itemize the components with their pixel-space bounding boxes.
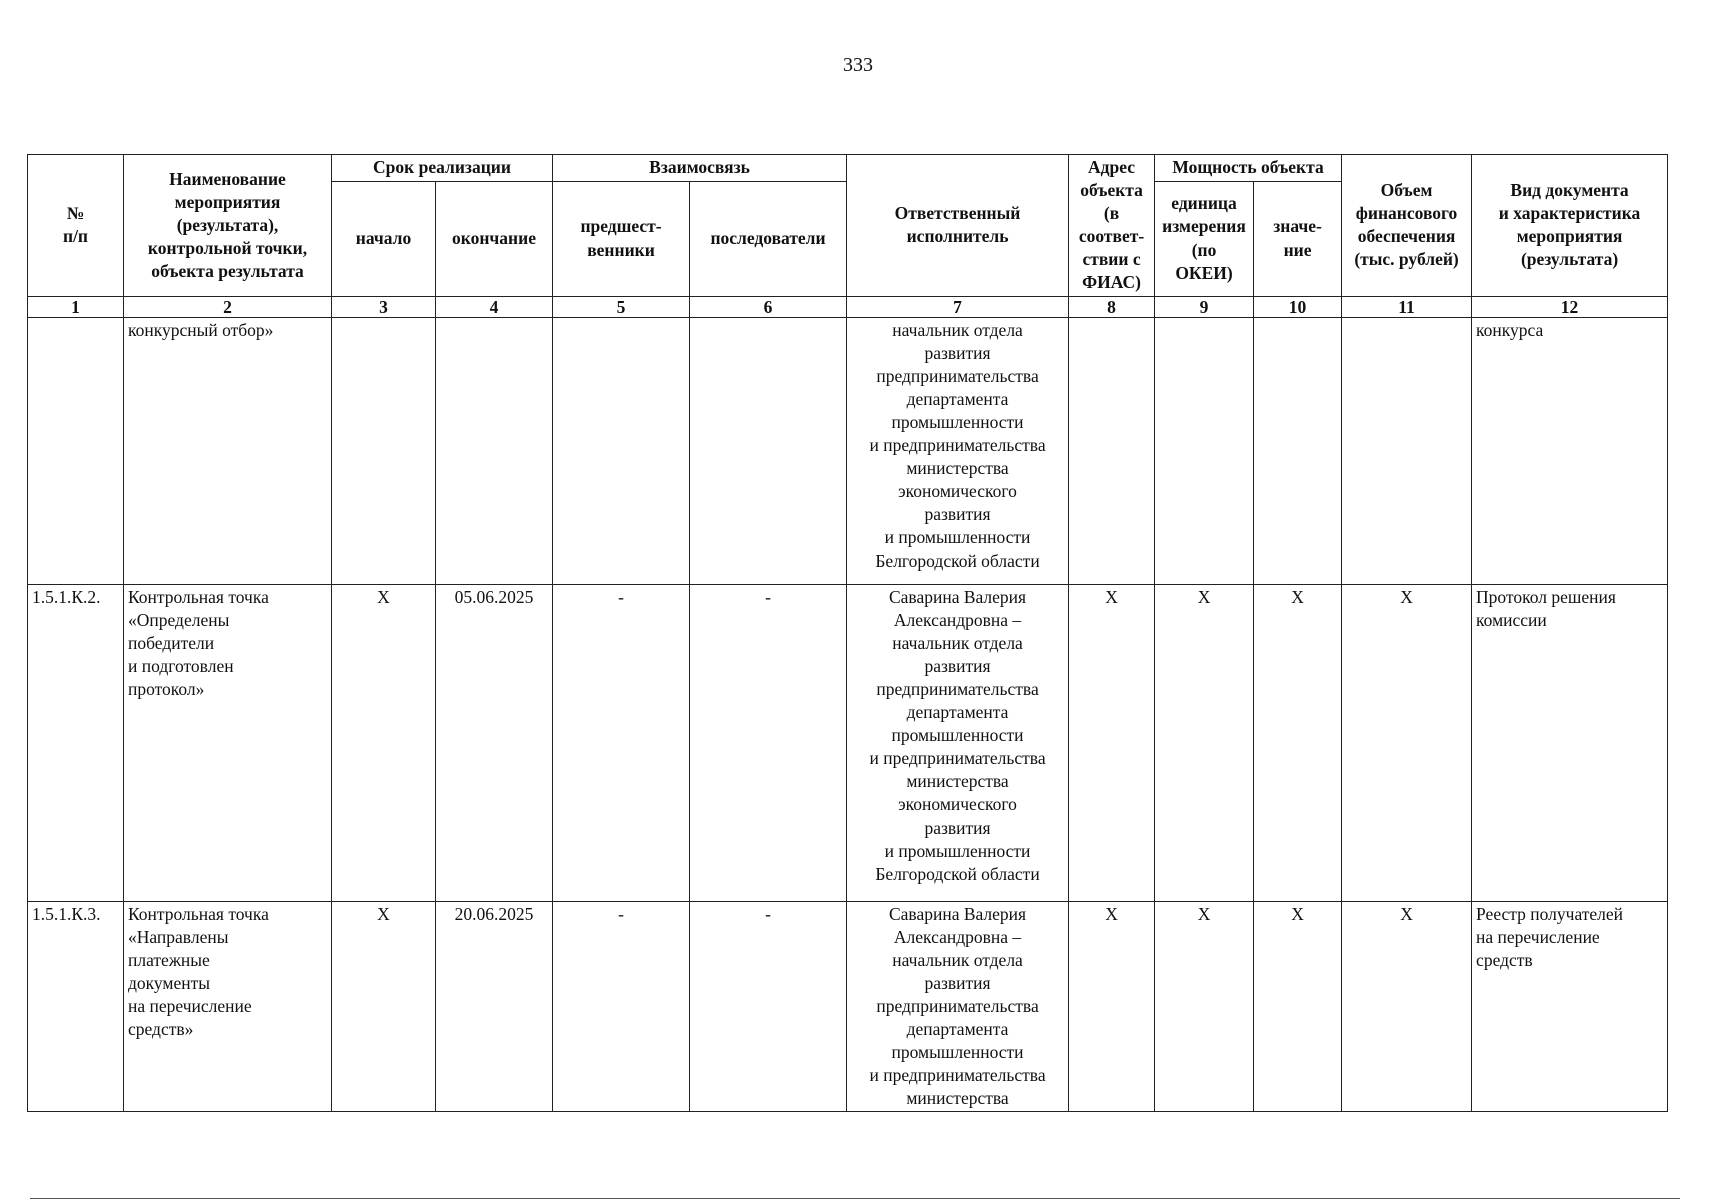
column-number: 6 (690, 296, 847, 317)
bottom-rule (30, 1198, 1680, 1199)
row-predecessors: - (553, 901, 690, 1112)
row-value (1254, 317, 1342, 584)
column-number: 4 (436, 296, 553, 317)
header-name: Наименование мероприятия (результата), контрольной точки, объекта результата (124, 155, 332, 297)
column-number: 8 (1069, 296, 1155, 317)
row-successors: - (690, 901, 847, 1112)
row-address: Х (1069, 584, 1155, 901)
row-start: Х (332, 584, 436, 901)
row-num (28, 317, 124, 584)
row-document: Реестр получателей на перечисление средств (1472, 901, 1668, 1112)
row-num: 1.5.1.К.3. (28, 901, 124, 1112)
row-predecessors (553, 317, 690, 584)
row-unit: Х (1155, 584, 1254, 901)
row-successors (690, 317, 847, 584)
header-num: № п/п (28, 155, 124, 297)
column-number: 12 (1472, 296, 1668, 317)
table-row (28, 584, 1668, 901)
header-document: Вид документа и характеристика мероприятия (результата) (1472, 155, 1668, 297)
header-link: Взаимосвязь (553, 155, 847, 182)
row-predecessors: - (553, 584, 690, 901)
row-value: Х (1254, 584, 1342, 901)
plan-table (27, 154, 1668, 1112)
header-term: Срок реализации (332, 155, 553, 182)
row-end: 05.06.2025 (436, 584, 553, 901)
row-address (1069, 317, 1155, 584)
page-number: 333 (843, 54, 873, 76)
row-responsible: Саварина Валерия Александровна – начальник отдела развития предпринимательства департамента промышленности и предпринимательства министерства экономического развития и промышленности Белгородской области (847, 584, 1069, 901)
row-num: 1.5.1.К.2. (28, 584, 124, 901)
header-responsible: Ответственный исполнитель (847, 155, 1069, 297)
row-successors: - (690, 584, 847, 901)
row-funding: Х (1342, 901, 1472, 1112)
row-funding (1342, 317, 1472, 584)
table-row (28, 901, 1668, 1112)
row-document: Протокол решения комиссии (1472, 584, 1668, 901)
row-start (332, 317, 436, 584)
header-successors: последователи (690, 181, 847, 296)
column-number: 11 (1342, 296, 1472, 317)
column-number: 7 (847, 296, 1069, 317)
header-predecessors: предшест- венники (553, 181, 690, 296)
row-unit: Х (1155, 901, 1254, 1112)
header-start: начало (332, 181, 436, 296)
row-responsible: начальник отдела развития предпринимательства департамента промышленности и предпринимательства министерства экономического развития и промышленности Белгородской области (847, 317, 1069, 584)
row-name: Контрольная точка «Определены победители и подготовлен протокол» (124, 584, 332, 901)
column-number: 10 (1254, 296, 1342, 317)
column-number: 1 (28, 296, 124, 317)
header-end: окончание (436, 181, 553, 296)
table-row (28, 317, 1668, 584)
row-address: Х (1069, 901, 1155, 1112)
row-end: 20.06.2025 (436, 901, 553, 1112)
header-unit: единица измерения (по ОКЕИ) (1155, 181, 1254, 296)
header-address: Адрес объекта (в соответ- ствии с ФИАС) (1069, 155, 1155, 297)
row-start: Х (332, 901, 436, 1112)
row-unit (1155, 317, 1254, 584)
header-funding: Объем финансового обеспечения (тыс. рублей) (1342, 155, 1472, 297)
row-funding: Х (1342, 584, 1472, 901)
row-value: Х (1254, 901, 1342, 1112)
row-name: Контрольная точка «Направлены платежные документы на перечисление средств» (124, 901, 332, 1112)
row-name: конкурсный отбор» (124, 317, 332, 584)
row-end (436, 317, 553, 584)
row-responsible: Саварина Валерия Александровна – начальник отдела развития предпринимательства департамента промышленности и предпринимательства министерства (847, 901, 1069, 1112)
header-capacity: Мощность объекта (1155, 155, 1342, 182)
column-numbers-row (28, 296, 1668, 317)
column-number: 5 (553, 296, 690, 317)
row-document: конкурса (1472, 317, 1668, 584)
header-value: значе- ние (1254, 181, 1342, 296)
column-number: 2 (124, 296, 332, 317)
column-number: 3 (332, 296, 436, 317)
column-number: 9 (1155, 296, 1254, 317)
